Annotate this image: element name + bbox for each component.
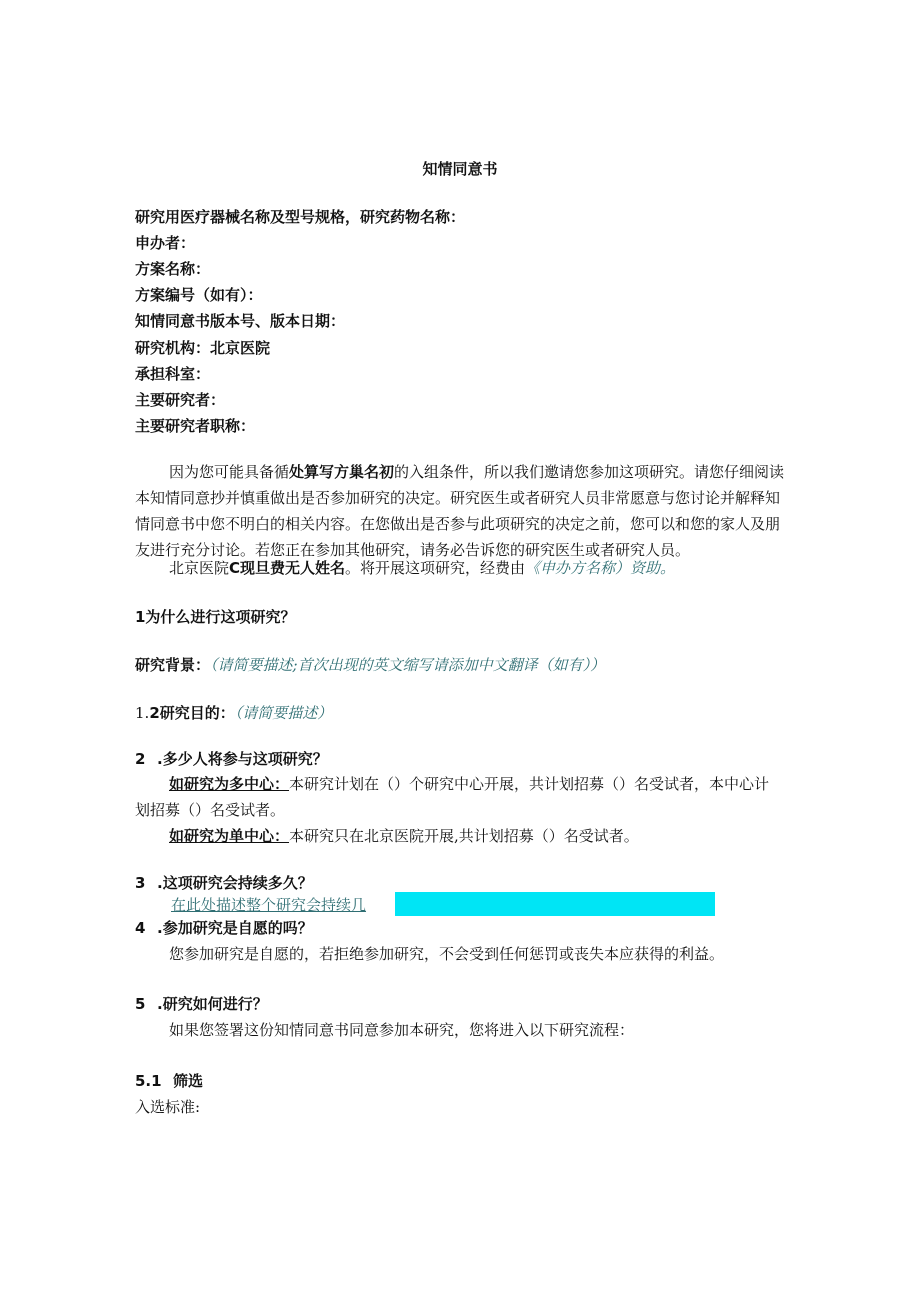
meta-icf-version: 知情同意书版本号、版本日期：	[135, 312, 346, 330]
single-center-text: 本研究只在北京医院开展,共计划招募（）名受试者。	[289, 827, 639, 845]
section-5-heading	[135, 993, 268, 1014]
section-5-title: .研究如何进行？	[157, 995, 268, 1013]
single-center-label: 如研究为单中心：	[169, 827, 290, 845]
background-label: 研究背景：	[135, 656, 211, 674]
section-2-heading	[135, 748, 328, 769]
background-hint: （请简要描述;首次出现的英文缩写请添加中文翻译（如有））	[210, 656, 606, 674]
intro-p1-placeholder: 处算写方巢名初	[289, 463, 395, 481]
intro-p2-placeholder: C现旦费无人姓名	[229, 559, 346, 577]
section-5-text: 如果您签署这份知情同意书同意参加本研究，您将进入以下研究流程：	[169, 1021, 635, 1039]
intro-p2-a: 北京医院	[169, 559, 230, 577]
section-2-title: .多少人将参与这项研究？	[157, 750, 328, 768]
section-4-number: 4	[135, 919, 146, 937]
goal-hint: （请简要描述）	[234, 704, 333, 722]
multi-center-line	[169, 773, 769, 794]
goal-number: 1.	[135, 704, 150, 722]
section-2-number: 2	[135, 750, 146, 768]
meta-sponsor: 申办者：	[135, 234, 196, 252]
multi-center-text: 本研究计划在（）个研究中心开展，共计划招募（）名受试者，本中心计	[289, 775, 770, 793]
inclusion-criteria-label: 入选标准:	[135, 1098, 201, 1116]
meta-protocol-number: 方案编号（如有）：	[135, 286, 263, 304]
meta-institution: 研究机构：北京医院	[135, 339, 271, 357]
section-1-heading: 1为什么进行这项研究？	[135, 608, 296, 626]
section-5-1-heading	[135, 1070, 203, 1091]
meta-protocol-name: 方案名称：	[135, 260, 211, 278]
multi-center-text-cont: 划招募（）名受试者。	[135, 801, 286, 819]
meta-device-name: 研究用医疗器械名称及型号规格，研究药物名称：	[135, 208, 466, 226]
section-4-heading	[135, 917, 313, 938]
section-4-text: 您参加研究是自愿的，若拒绝参加研究，不会受到任何惩罚或丧失本应获得的利益。	[169, 945, 725, 963]
duration-highlight-field	[395, 892, 715, 916]
meta-pi-title: 主要研究者职称：	[135, 417, 256, 435]
duration-hint-link[interactable]: 在此处描述整个研究会持续几	[171, 896, 367, 914]
section-4-title: .参加研究是自愿的吗？	[157, 919, 313, 937]
section-5-number: 5	[135, 995, 146, 1013]
meta-department: 承担科室：	[135, 365, 211, 383]
meta-pi: 主要研究者：	[135, 391, 226, 409]
intro-p1-b: 的入组条件，所以我们邀请您参加这项研究。请您仔细阅读本知情同意抄并慎重做出是否参加研究的决定。研究医生或者研究人员非常愿意与您讨论并解释知情同意书中您不明白的相关内容。在您做出是否参与此项研究的决定之前，您可以和您的家人及朋友进行充分讨论。若您正在参加其他研究，请务必告诉您的研究医生或者研究人员。	[135, 463, 785, 559]
single-center-line	[169, 825, 639, 846]
intro-p2-sponsor-hint: 《申办方名称）资助。	[525, 559, 676, 577]
section-5-1-number: 5.1	[135, 1072, 162, 1090]
intro-paragraph-1	[135, 459, 791, 563]
intro-p2-b: 。将开展这项研究，经费由	[345, 559, 526, 577]
intro-p1-a: 因为您可能具备循	[169, 463, 290, 481]
section-3-number: 3	[135, 874, 146, 892]
background-line	[135, 654, 605, 675]
goal-label: 2研究目的：	[149, 704, 235, 722]
section-3-title: .这项研究会持续多久？	[157, 874, 313, 892]
intro-paragraph-2	[135, 555, 791, 581]
goal-line	[135, 702, 332, 723]
document-title: 知情同意书	[422, 160, 498, 178]
multi-center-label: 如研究为多中心：	[169, 775, 290, 793]
section-5-1-title: 筛选	[173, 1072, 204, 1090]
section-3-heading	[135, 872, 313, 893]
